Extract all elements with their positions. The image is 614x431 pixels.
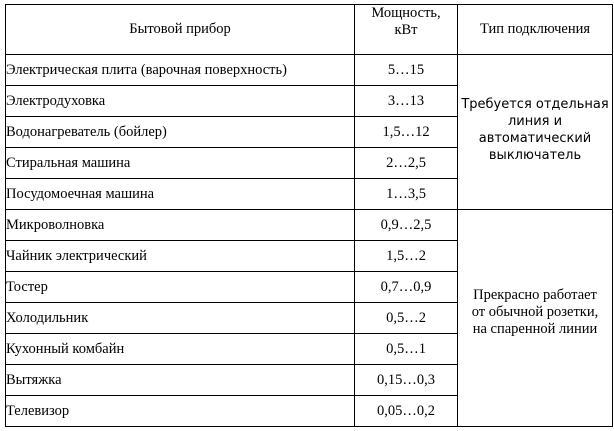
power-value-cell: 3…13 (355, 86, 458, 117)
device-name-cell: Посудомоечная машина (6, 179, 355, 210)
header-power-line1: Мощность, (371, 5, 441, 21)
power-value-cell: 1,5…2 (355, 241, 458, 272)
connection-type-cell (458, 210, 613, 427)
power-value-cell: 0,05…0,2 (355, 396, 458, 427)
table-header-row (6, 5, 613, 55)
table-body (6, 55, 613, 427)
connection-type-line: выключатель (488, 148, 582, 163)
connection-type-line: автоматический (478, 131, 592, 146)
power-value-cell: 5…15 (355, 55, 458, 86)
connection-type-line: линия и (507, 114, 563, 129)
connection-type-line: Прекрасно работает (473, 286, 597, 303)
device-name-cell: Микроволновка (6, 210, 355, 241)
device-name-cell: Кухонный комбайн (6, 334, 355, 365)
power-value-cell: 1,5…12 (355, 117, 458, 148)
connection-type-cell (458, 55, 613, 210)
connection-type-line: Требуется отдельная (461, 97, 609, 112)
appliance-power-table (5, 4, 613, 427)
power-value-cell: 0,5…2 (355, 303, 458, 334)
table-row (6, 55, 613, 86)
header-connection: Тип подключения (458, 5, 613, 55)
device-name-cell: Водонагреватель (бойлер) (6, 117, 355, 148)
connection-type-line: от обычной розетки, (471, 303, 599, 320)
device-name-cell: Вытяжка (6, 365, 355, 396)
device-name-cell: Тостер (6, 272, 355, 303)
device-name-cell: Стиральная машина (6, 148, 355, 179)
power-value-cell: 2…2,5 (355, 148, 458, 179)
power-value-cell: 0,7…0,9 (355, 272, 458, 303)
device-name-cell: Электрическая плита (варочная поверхность) (6, 55, 355, 86)
connection-type-line: на спаренной линии (472, 320, 598, 337)
header-power-line2: кВт (394, 22, 418, 38)
power-value-cell: 1…3,5 (355, 179, 458, 210)
power-value-cell: 0,9…2,5 (355, 210, 458, 241)
power-value-cell: 0,5…1 (355, 334, 458, 365)
table-row (6, 210, 613, 241)
header-device: Бытовой прибор (6, 5, 355, 55)
device-name-cell: Телевизор (6, 396, 355, 427)
device-name-cell: Холодильник (6, 303, 355, 334)
device-name-cell: Электродуховка (6, 86, 355, 117)
device-name-cell: Чайник электрический (6, 241, 355, 272)
header-power (355, 5, 458, 55)
power-value-cell: 0,15…0,3 (355, 365, 458, 396)
